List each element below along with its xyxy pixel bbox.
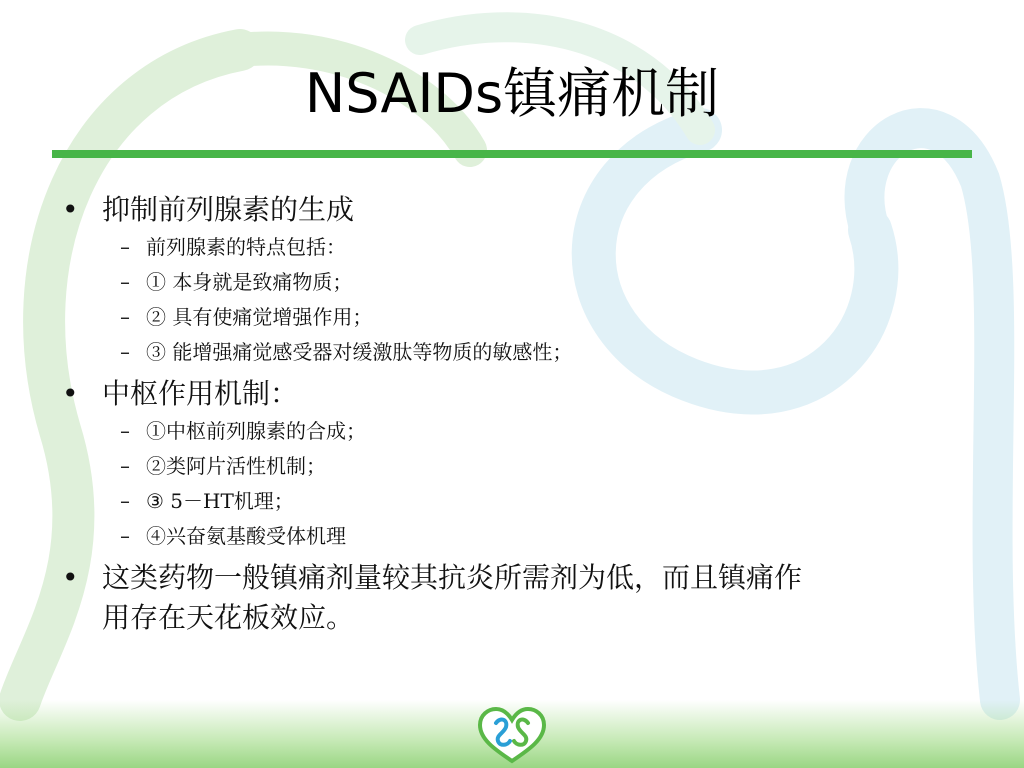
dash-icon: – bbox=[120, 489, 130, 513]
sub-bullet-text: ①中枢前列腺素的合成； bbox=[146, 419, 366, 443]
sub-bullet-item bbox=[60, 484, 960, 519]
dash-icon: – bbox=[120, 270, 130, 294]
dash-icon: – bbox=[120, 235, 130, 259]
sub-bullet-text: 前列腺素的特点包括： bbox=[146, 235, 346, 259]
sub-bullet-text: ④兴奋氨基酸受体机理 bbox=[146, 524, 346, 548]
dash-icon: – bbox=[120, 524, 130, 548]
sub-bullet-item bbox=[60, 300, 960, 335]
sub-bullet-item bbox=[60, 265, 960, 300]
sub-bullet-item bbox=[60, 449, 960, 484]
bullet-icon: • bbox=[62, 561, 79, 594]
heart-logo-icon bbox=[474, 705, 550, 765]
bullet-icon: • bbox=[62, 377, 79, 410]
sub-bullet-text: ②类阿片活性机制； bbox=[146, 454, 326, 478]
sub-bullet-text: ② 具有使痛觉增强作用； bbox=[146, 305, 373, 329]
sub-bullet-text: ③ 5－HT机理； bbox=[146, 489, 294, 513]
bullet-text-line2: 用存在天花板效应。 bbox=[102, 601, 355, 634]
sub-bullet-text: ③ 能增强痛觉感受器对缓激肽等物质的敏感性； bbox=[146, 340, 573, 364]
sub-bullet-text: ① 本身就是致痛物质； bbox=[146, 270, 353, 294]
sub-bullet-item bbox=[60, 335, 960, 370]
dash-icon: – bbox=[120, 419, 130, 443]
dash-icon: – bbox=[120, 305, 130, 329]
slide-content bbox=[60, 190, 960, 638]
dash-icon: – bbox=[120, 340, 130, 364]
sub-bullet-item bbox=[60, 519, 960, 554]
bullet-text: 抑制前列腺素的生成 bbox=[102, 193, 355, 226]
bullet-icon: • bbox=[62, 193, 79, 226]
bullet-item bbox=[60, 558, 960, 638]
dash-icon: – bbox=[120, 454, 130, 478]
bullet-item bbox=[60, 190, 960, 230]
slide-title: NSAIDs镇痛机制 bbox=[304, 62, 720, 125]
bullet-item bbox=[60, 374, 960, 414]
sub-bullet-item bbox=[60, 414, 960, 449]
bullet-text: 中枢作用机制： bbox=[102, 377, 299, 410]
title-divider bbox=[52, 150, 972, 158]
sub-bullet-item bbox=[60, 230, 960, 265]
bullet-text-line1: 这类药物一般镇痛剂量较其抗炎所需剂为低，而且镇痛作 bbox=[102, 561, 803, 594]
